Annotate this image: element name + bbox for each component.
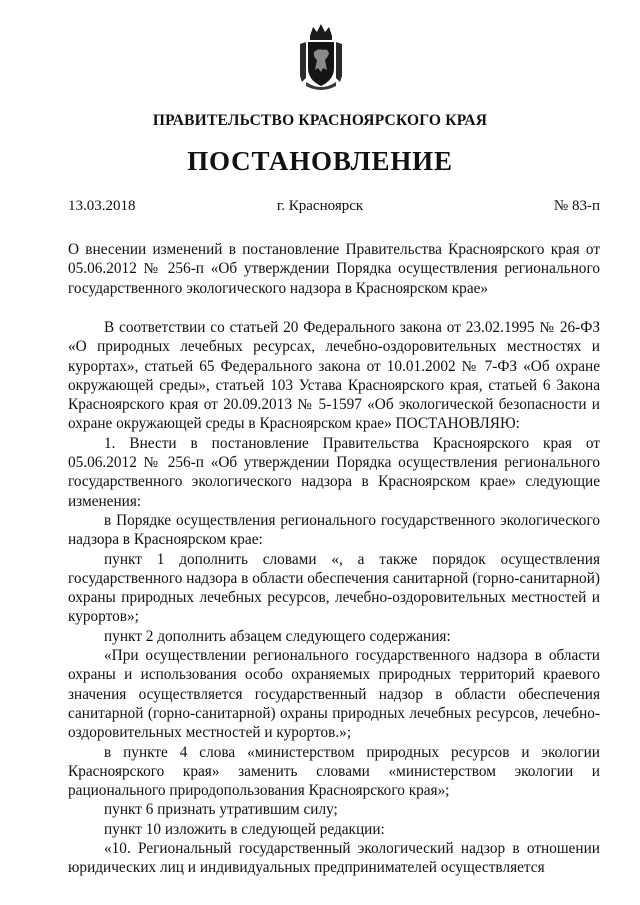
body-paragraph: 1. Внести в постановление Правительства Красноярского края от 05.06.2012 № 256-п «Об утверждении Порядка осуществления регионального государственного экологического надзора в Красноярском крае» следующие изменения: [68,434,600,510]
government-title: ПРАВИТЕЛЬСТВО КРАСНОЯРСКОГО КРАЯ [152,112,488,129]
document-subject [68,240,600,298]
body-paragraph: «При осуществлении регионального государственного надзора в области охраны и использования особо охраняемых природных территорий краевого значения осуществляется государственный надзор в области обеспечения санитарной (горно-санитарной) охраны природных лечебных ресурсов, лечебно-оздоровительных местностей и курортов.»; [68,647,600,742]
body-paragraph: В соответствии со статьей 20 Федерального закона от 23.02.1995 № 26-ФЗ «О природных лечебных ресурсах, лечебно-оздоровительных местностях и курортах», статьей 65 Федерального закона от 10.01.2002 № 7-ФЗ «Об охране окружающей среды», статьей 103 Устава Красноярского края, статьей 6 Закона Красноярского края от 20.09.2013 № 5-1597 «Об экологической безопасности и охране окружающей среды в Красноярском крае» ПОСТАНОВЛЯЮ: [68,319,600,433]
coat-of-arms-icon [298,22,344,92]
document-number: № 83-п [553,198,600,214]
body-paragraph: «10. Региональный государственный экологический надзор в отношении юридических лиц и индивидуальных предпринимателей осуществляется [68,840,600,877]
document-type: ПОСТАНОВЛЕНИЕ [187,146,453,176]
body-paragraph: пункт 2 дополнить абзацем следующего содержания: [104,627,451,645]
document-city: г. Красноярск [276,198,364,214]
body-paragraph: пункт 10 изложить в следующей редакции: [104,820,385,838]
document-body [68,318,600,878]
body-paragraph: пункт 1 дополнить словами «, а также порядок осуществления государственного надзора в области обеспечения санитарной (горно-санитарной) охраны природных лечебных ресурсов, лечебно-оздоровительных местностей и курортов»; [68,550,600,626]
body-paragraph: в пункте 4 слова «министерством природных ресурсов и экологии Красноярского края» заменить словами «министерством экологии и рационального природопользования Красноярского края»; [68,743,600,800]
body-paragraph: пункт 6 признать утратившим силу; [104,801,338,819]
subject-paragraph: О внесении изменений в постановление Правительства Красноярского края от 05.06.2012 № 256-п «Об утверждении Порядка осуществления регионального государственного экологического надзора в Красноярском крае» [68,241,600,297]
body-paragraph: в Порядке осуществления регионального государственного экологического надзора в Красноярском крае: [68,511,600,549]
document-date: 13.03.2018 [68,198,136,214]
